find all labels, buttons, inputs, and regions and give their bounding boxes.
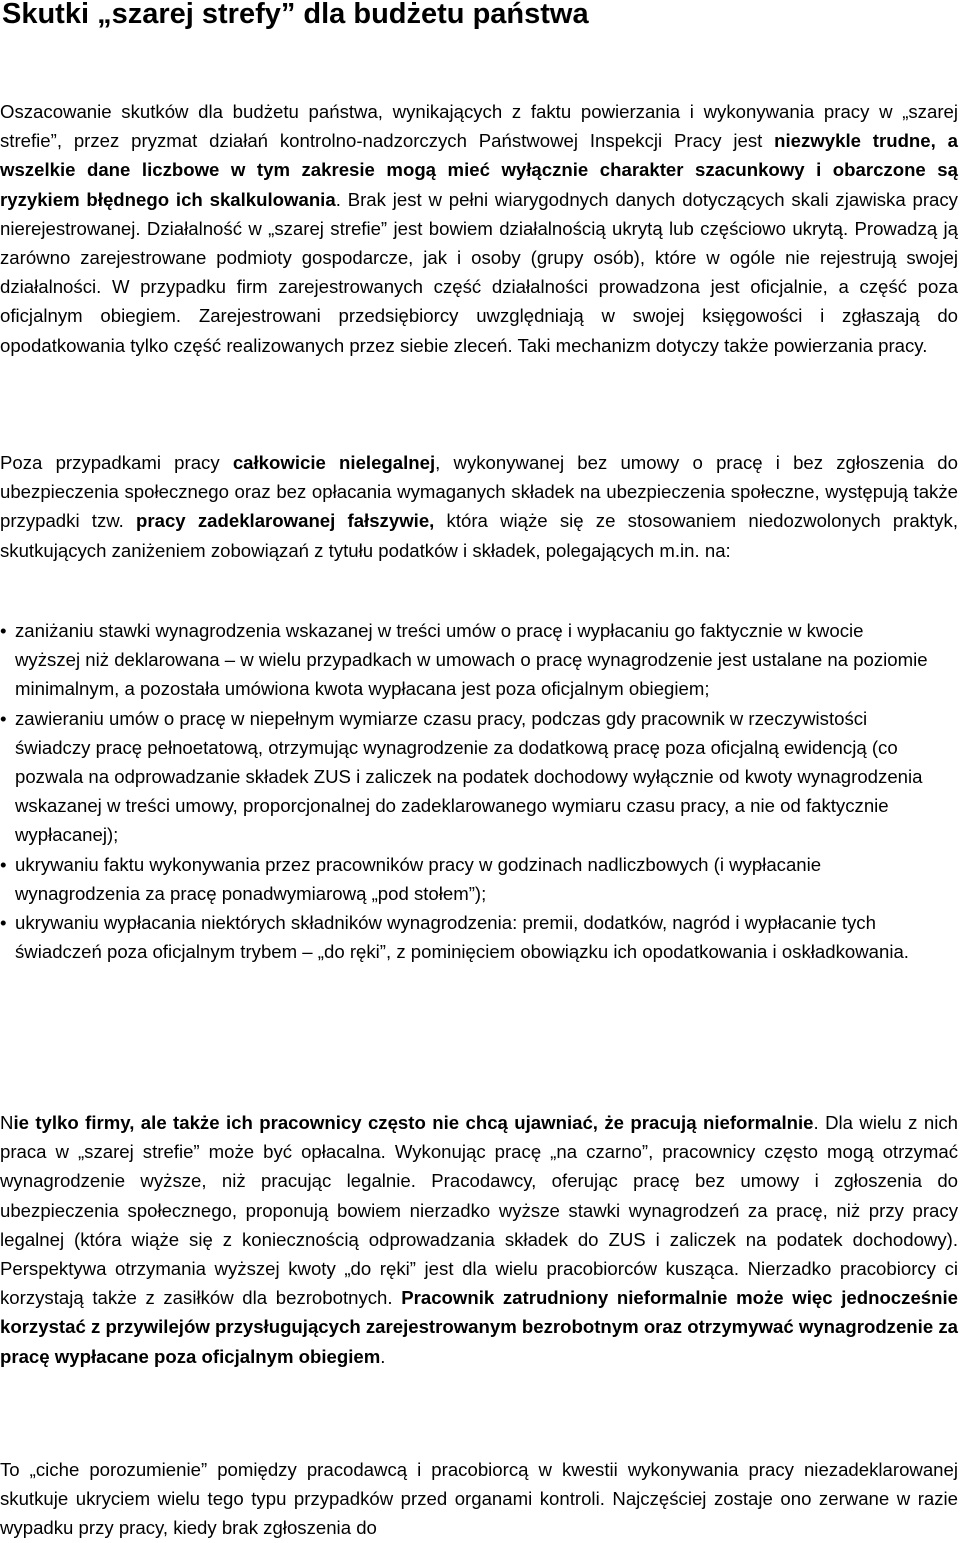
- paragraph-3-text-b: . Dla wielu z nich praca w „szarej strefie” może być opłacalna. Wykonując pracę „na czarno”, pracownicy często mogą otrzymać wynagrodzenie wyższe, niż pracując legalnie. Pracodawcy, oferując pracę bez umowy i zgłoszenia do ubezpieczenia społecznego, proponują bowiem nierzadko wyższe stawki wynagrodzeń za pracę, niż przy pracy legalnej (która wiąże się z koniecznością odprowadzania składek do ZUS i zaliczek na podatek dochodowy). Perspektywa otrzymania wyższej kwoty „do ręki” jest dla wielu pracobiorców kusząca. Nierzadko pracobiorcy ci korzystają także z zasiłków dla bezrobotnych.: [0, 1112, 958, 1309]
- paragraph-1-bold-a: niezwykle trudne, a wszelkie dane liczbowe w tym zakresie mogą mieć wyłącznie charakter szacunkowy i obarczone są ryzykiem błędnego ich skalkulowania: [0, 130, 958, 210]
- paragraph-3-bold-b: Pracownik zatrudniony nieformalnie może więc jednocześnie korzystać z przywilejów przysługujących zarejestrowanym bezrobotnym oraz otrzymywać wynagrodzenie za pracę wypłacane poza oficjalnym obiegiem: [0, 1287, 958, 1367]
- paragraph-1-text-a: Oszacowanie skutków dla budżetu państwa, wynikających z faktu powierzania i wykonywania pracy w „szarej strefie”, przez pryzmat działań kontrolno-nadzorczych Państwowej Inspekcji Pracy jest: [0, 101, 958, 152]
- page-title: Skutki „szarej strefy” dla budżetu państwa: [2, 0, 589, 30]
- paragraph-2-text-c: która wiąże się ze stosowaniem niedozwolonych praktyk, skutkujących zaniżeniem zobowiązań z tytułu podatków i składek, polegających m.in. na:: [0, 510, 958, 561]
- list-item-text: ukrywaniu wypłacania niektórych składników wynagrodzenia: premii, dodatków, nagród i wypłacanie tych świadczeń poza oficjalnym trybem – „do ręki”, z pominięciem obowiązku ich opodatkowania i oskładkowania.: [15, 912, 909, 963]
- bullet-icon: •: [0, 912, 7, 934]
- list-item-text: zawieraniu umów o pracę w niepełnym wymiarze czasu pracy, podczas gdy pracownik w rzeczywistości świadczy pracę pełnoetatową, otrzymując wynagrodzenie za dodatkową pracę poza oficjalną ewidencją (co pozwala na odprowadzanie składek ZUS i zaliczek na podatek dochodowy wyłącznie od kwoty wynagrodzenia wskazanej w treści umowy, proporcjonalnej do zadeklarowanego wymiaru czasu pracy, a nie od faktycznie wypłacanej);: [15, 707, 923, 846]
- list-item: [0, 908, 958, 966]
- paragraph-2-text-a: Poza przypadkami pracy: [0, 452, 233, 473]
- list-item-text: zaniżaniu stawki wynagrodzenia wskazanej w treści umów o pracę i wypłacaniu go faktycznie w kwocie wyższej niż deklarowana – w wielu przypadkach w umowach o pracę wynagrodzenie jest ustalane na poziomie minimalnym, a pozostała umówiona kwota wypłacana jest poza oficjalnym obiegiem;: [15, 620, 928, 700]
- paragraph-2-text-b: , wykonywanej bez umowy o pracę i bez zgłoszenia do ubezpieczenia społecznego oraz bez opłacania wymaganych składek na ubezpieczenia społeczne, występują także przypadki tzw.: [0, 452, 958, 532]
- list-item: [0, 704, 958, 850]
- paragraph-2-bold-a: całkowicie nielegalnej: [232, 452, 436, 473]
- list-item: [0, 850, 958, 908]
- paragraph-3-text-a: N: [0, 1112, 14, 1133]
- paragraph-3-text-c: .: [380, 1345, 386, 1367]
- paragraph-2: [0, 448, 958, 565]
- paragraph-4: [0, 1455, 958, 1543]
- paragraph-1: [0, 97, 958, 360]
- list-item-text: ukrywaniu faktu wykonywania przez pracowników pracy w godzinach nadliczbowych (i wypłacanie wynagrodzenia za pracę ponadwymiarową „pod stołem”);: [15, 853, 822, 904]
- paragraph-1-text-b: . Brak jest w pełni wiarygodnych danych dotyczących skali zjawiska pracy nierejestrowanej. Działalność w „szarej strefie” jest bowiem działalnością ukrytą lub częściowo ukrytą. Prowadzą ją zarówno zarejestrowane podmioty gospodarcze, jak i osoby (grupy osób), które w ogóle nie rejestrują swojej działalności. W przypadku firm zarejestrowanych część działalności prowadzona jest oficjalnie, a część poza oficjalnym obiegiem. Zarejestrowani przedsiębiorcy uwzględniają w swojej księgowości i zgłaszają do opodatkowania tylko część realizowanych przez siebie zleceń. Taki mechanizm dotyczy także powierzania pracy.: [0, 188, 958, 356]
- paragraph-2-bold-b: pracy zadeklarowanej fałszywie,: [136, 510, 435, 532]
- paragraph-3: [0, 1108, 958, 1371]
- bullet-icon: •: [0, 620, 7, 641]
- bullet-icon: •: [0, 853, 7, 875]
- list-item: [0, 616, 958, 704]
- paragraph-4-text-a: To „ciche porozumienie” pomiędzy pracodawcą i pracobiorcą w kwestii wykonywania pracy niezadeklarowanej skutkuje ukryciem wielu tego typu przypadków przed organami kontroli. Najczęściej zostaje ono zerwane w razie wypadku przy pracy, kiedy brak zgłoszenia do: [0, 1459, 958, 1539]
- paragraph-3-bold-a: ie tylko firmy, ale także ich pracownicy często nie chcą ujawniać, że pracują nieformalnie: [13, 1112, 814, 1133]
- bullet-icon: •: [0, 707, 7, 729]
- practices-list: [0, 616, 958, 966]
